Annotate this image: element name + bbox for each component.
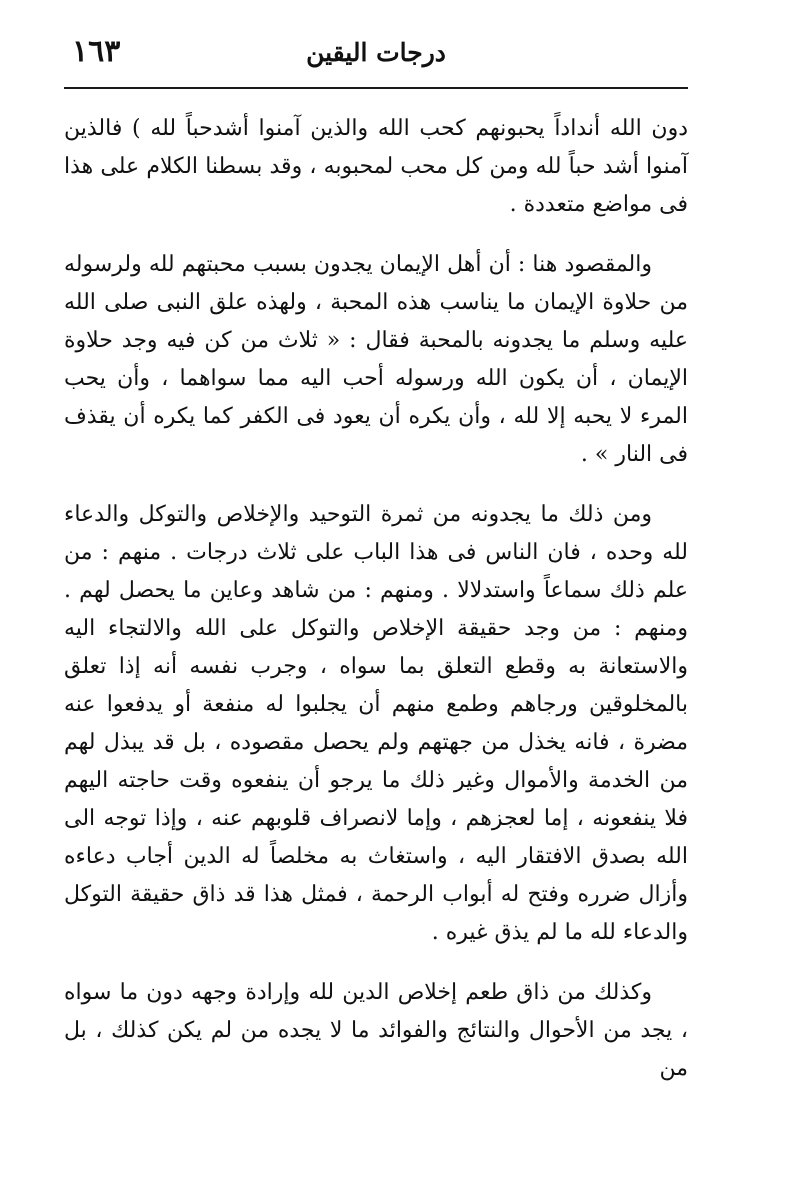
- book-page: [64, 0, 688, 1177]
- header-rule: [64, 87, 688, 89]
- running-title: درجات اليقين: [306, 38, 446, 67]
- paragraph: ومن ذلك ما يجدونه من ثمرة التوحيد والإخلاص والتوكل والدعاء لله وحده ، فان الناس فى هذا الباب على ثلاث درجات . منهم : من علم ذلك سماعاً واستدلالا . ومنهم : من شاهد وعاين ما يحصل لهم . ومنهم : من وجد حقيقة الإخلاص والتوكل على الله والالتجاء اليه والاستعانة به وقطع التعلق بما سواه ، وجرب نفسه أنه إذا تعلق بالمخلوقين ورجاهم وطمع منهم أن يجلبوا له منفعة أو يدفعوا عنه مضرة ، فانه يخذل من جهتهم ولم يحصل مقصوده ، بل قد يبذل لهم من الخدمة والأموال وغير ذلك ما يرجو أن ينفعوه وقت حاجته اليهم فلا ينفعونه ، إما لعجزهم ، وإما لانصراف قلوبهم عنه ، وإذا توجه الى الله بصدق الافتقار اليه ، واستغاث به مخلصاً له الدين أجاب دعاءه وأزال ضرره وفتح له أبواب الرحمة ، فمثل هذا قد ذاق حقيقة التوكل والدعاء لله ما لم يذق غيره .: [64, 502, 688, 945]
- body-text: [64, 110, 688, 1110]
- page-header: [64, 34, 688, 82]
- paragraph: وكذلك من ذاق طعم إخلاص الدين لله وإرادة وجهه دون ما سواه ، يجد من الأحوال والنتائج والفوائد ما لا يجده من لم يكن كذلك ، بل من: [64, 980, 688, 1081]
- paragraph: دون الله أنداداً يحبونهم كحب الله والذين آمنوا أشدحباً لله ) فالذين آمنوا أشد حباً لله ومن كل محب لمحبوبه ، وقد بسطنا الكلام على هذا فى مواضع متعددة .: [64, 116, 688, 217]
- paragraph: والمقصود هنا : أن أهل الإيمان يجدون بسبب محبتهم لله ولرسوله من حلاوة الإيمان ما يناسب هذه المحبة ، ولهذه علق النبى صلى الله عليه وسلم ما يجدونه بالمحبة فقال : « ثلاث من كن فيه وجد حلاوة الإيمان ، أن يكون الله ورسوله أحب اليه مما سواهما ، وأن يحب المرء لا يحبه إلا لله ، وأن يكره أن يعود فى الكفر كما يكره أن يقذف فى النار » .: [64, 252, 688, 467]
- page-number: ١٦٣: [72, 34, 121, 69]
